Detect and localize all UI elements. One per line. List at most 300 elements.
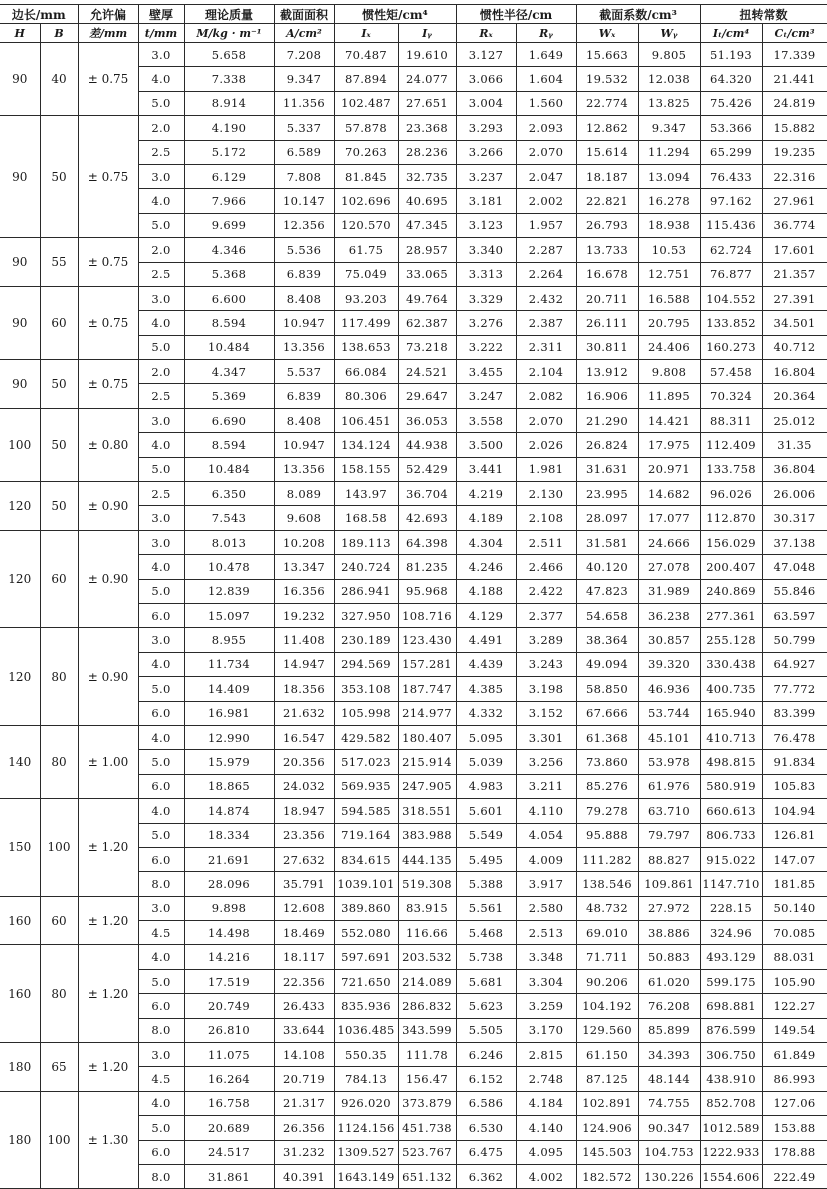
cell-wx: 23.995 <box>576 482 638 506</box>
table-header <box>0 5 827 43</box>
cell-t: 6.0 <box>138 774 184 798</box>
group-b: 40 <box>40 43 78 116</box>
cell-mass: 15.097 <box>184 603 274 627</box>
cell-mass: 7.543 <box>184 506 274 530</box>
cell-mass: 7.338 <box>184 67 274 91</box>
cell-rx: 3.123 <box>456 213 516 237</box>
cell-wy: 61.020 <box>638 969 700 993</box>
cell-area: 18.947 <box>274 799 334 823</box>
cell-ix: 66.084 <box>334 360 398 384</box>
cell-t: 5.0 <box>138 969 184 993</box>
cell-iy: 83.915 <box>398 896 456 920</box>
cell-ry: 2.026 <box>516 433 576 457</box>
cell-it: 306.750 <box>700 1043 762 1067</box>
cell-wy: 12.038 <box>638 67 700 91</box>
group-b: 60 <box>40 286 78 359</box>
cell-area: 11.356 <box>274 91 334 115</box>
cell-ry: 3.304 <box>516 969 576 993</box>
header-section-area: 截面面积 <box>274 5 334 24</box>
cell-ix: 1643.149 <box>334 1164 398 1188</box>
cell-area: 24.032 <box>274 774 334 798</box>
cell-t: 5.0 <box>138 823 184 847</box>
cell-ry: 2.466 <box>516 555 576 579</box>
cell-t: 2.5 <box>138 482 184 506</box>
cell-wx: 21.290 <box>576 408 638 432</box>
cell-iy: 215.914 <box>398 750 456 774</box>
cell-ry: 4.054 <box>516 823 576 847</box>
header-torsion-constant: 扭转常数 <box>700 5 827 24</box>
cell-rx: 3.293 <box>456 116 516 140</box>
cell-mass: 8.013 <box>184 530 274 554</box>
cell-ix: 158.155 <box>334 457 398 481</box>
cell-t: 4.5 <box>138 921 184 945</box>
cell-ct: 22.316 <box>762 164 827 188</box>
cell-iy: 519.308 <box>398 872 456 896</box>
table-row <box>0 43 827 67</box>
cell-t: 4.0 <box>138 555 184 579</box>
cell-ct: 55.846 <box>762 579 827 603</box>
group-h: 180 <box>0 1043 40 1092</box>
cell-rx: 5.095 <box>456 725 516 749</box>
cell-wx: 22.821 <box>576 189 638 213</box>
cell-wy: 16.278 <box>638 189 700 213</box>
cell-wy: 27.078 <box>638 555 700 579</box>
cell-ix: 1039.101 <box>334 872 398 896</box>
cell-wx: 73.860 <box>576 750 638 774</box>
cell-rx: 5.388 <box>456 872 516 896</box>
cell-ix: 105.998 <box>334 701 398 725</box>
cell-ct: 40.712 <box>762 335 827 359</box>
cell-t: 5.0 <box>138 335 184 359</box>
cell-area: 6.839 <box>274 262 334 286</box>
cell-mass: 14.874 <box>184 799 274 823</box>
cell-area: 26.433 <box>274 994 334 1018</box>
cell-ry: 3.243 <box>516 652 576 676</box>
cell-area: 9.347 <box>274 67 334 91</box>
cell-wy: 76.208 <box>638 994 700 1018</box>
cell-ct: 83.399 <box>762 701 827 725</box>
group-b: 60 <box>40 896 78 945</box>
cell-rx: 4.304 <box>456 530 516 554</box>
cell-ct: 70.085 <box>762 921 827 945</box>
header-mass-unit: M/kg · m⁻¹ <box>184 24 274 43</box>
cell-ix: 353.108 <box>334 677 398 701</box>
cell-wy: 14.421 <box>638 408 700 432</box>
cell-wy: 16.588 <box>638 286 700 310</box>
cell-t: 4.0 <box>138 67 184 91</box>
cell-t: 4.0 <box>138 799 184 823</box>
cell-ry: 3.211 <box>516 774 576 798</box>
cell-wx: 38.364 <box>576 628 638 652</box>
cell-t: 8.0 <box>138 1018 184 1042</box>
cell-iy: 28.957 <box>398 238 456 262</box>
cell-iy: 52.429 <box>398 457 456 481</box>
cell-rx: 6.586 <box>456 1091 516 1115</box>
group-tolerance: ± 0.75 <box>78 238 138 287</box>
cell-t: 4.0 <box>138 433 184 457</box>
cell-ct: 17.601 <box>762 238 827 262</box>
cell-rx: 3.004 <box>456 91 516 115</box>
cell-iy: 27.651 <box>398 91 456 115</box>
cell-it: 156.029 <box>700 530 762 554</box>
cell-wx: 19.532 <box>576 67 638 91</box>
cell-wx: 111.282 <box>576 847 638 871</box>
cell-area: 5.536 <box>274 238 334 262</box>
cell-it: 228.15 <box>700 896 762 920</box>
cell-iy: 36.053 <box>398 408 456 432</box>
cell-ry: 2.815 <box>516 1043 576 1067</box>
cell-ry: 3.256 <box>516 750 576 774</box>
cell-wy: 63.710 <box>638 799 700 823</box>
cell-ct: 37.138 <box>762 530 827 554</box>
cell-wx: 16.678 <box>576 262 638 286</box>
cell-mass: 12.839 <box>184 579 274 603</box>
cell-iy: 19.610 <box>398 43 456 67</box>
cell-wx: 104.192 <box>576 994 638 1018</box>
cell-rx: 6.530 <box>456 1116 516 1140</box>
cell-rx: 5.601 <box>456 799 516 823</box>
cell-it: 53.366 <box>700 116 762 140</box>
cell-ix: 138.653 <box>334 335 398 359</box>
cell-rx: 3.455 <box>456 360 516 384</box>
cell-rx: 4.189 <box>456 506 516 530</box>
group-b: 80 <box>40 628 78 726</box>
cell-area: 18.117 <box>274 945 334 969</box>
cell-it: 75.426 <box>700 91 762 115</box>
cell-wx: 54.658 <box>576 603 638 627</box>
cell-ct: 105.90 <box>762 969 827 993</box>
cell-area: 40.391 <box>274 1164 334 1188</box>
cell-it: 133.758 <box>700 457 762 481</box>
cell-iy: 95.968 <box>398 579 456 603</box>
cell-wx: 61.150 <box>576 1043 638 1067</box>
table-row <box>0 725 827 749</box>
cell-iy: 108.716 <box>398 603 456 627</box>
group-tolerance: ± 0.80 <box>78 408 138 481</box>
cell-iy: 44.938 <box>398 433 456 457</box>
cell-it: 112.409 <box>700 433 762 457</box>
cell-iy: 286.832 <box>398 994 456 1018</box>
cell-ct: 178.88 <box>762 1140 827 1164</box>
cell-t: 4.0 <box>138 1091 184 1115</box>
header-iy: Iᵧ <box>398 24 456 43</box>
cell-mass: 20.689 <box>184 1116 274 1140</box>
cell-it: 255.128 <box>700 628 762 652</box>
cell-mass: 11.075 <box>184 1043 274 1067</box>
cell-it: 915.022 <box>700 847 762 871</box>
header-moment-of-inertia: 惯性矩/cm⁴ <box>334 5 456 24</box>
cell-area: 31.232 <box>274 1140 334 1164</box>
group-b: 60 <box>40 530 78 628</box>
cell-it: 62.724 <box>700 238 762 262</box>
cell-iy: 62.387 <box>398 311 456 335</box>
cell-ry: 2.377 <box>516 603 576 627</box>
cell-it: 112.870 <box>700 506 762 530</box>
table-row <box>0 1043 827 1067</box>
cell-mass: 6.350 <box>184 482 274 506</box>
cell-wy: 11.895 <box>638 384 700 408</box>
cell-t: 5.0 <box>138 91 184 115</box>
group-tolerance: ± 0.75 <box>78 43 138 116</box>
cell-iy: 343.599 <box>398 1018 456 1042</box>
cell-wx: 26.824 <box>576 433 638 457</box>
cell-iy: 451.738 <box>398 1116 456 1140</box>
cell-mass: 18.334 <box>184 823 274 847</box>
cell-wx: 22.774 <box>576 91 638 115</box>
cell-area: 10.947 <box>274 311 334 335</box>
cell-area: 19.232 <box>274 603 334 627</box>
table-row <box>0 238 827 262</box>
header-h: H <box>0 24 40 43</box>
cell-iy: 383.988 <box>398 823 456 847</box>
cell-it: 1554.606 <box>700 1164 762 1188</box>
cell-ct: 222.49 <box>762 1164 827 1188</box>
cell-rx: 6.152 <box>456 1067 516 1091</box>
cell-wy: 109.861 <box>638 872 700 896</box>
cell-ry: 4.184 <box>516 1091 576 1115</box>
cell-ry: 2.070 <box>516 408 576 432</box>
cell-rx: 4.332 <box>456 701 516 725</box>
cell-ry: 2.511 <box>516 530 576 554</box>
cell-iy: 523.767 <box>398 1140 456 1164</box>
group-tolerance: ± 0.90 <box>78 628 138 726</box>
cell-mass: 31.861 <box>184 1164 274 1188</box>
cell-t: 2.5 <box>138 384 184 408</box>
cell-area: 10.208 <box>274 530 334 554</box>
table-row <box>0 799 827 823</box>
cell-ix: 294.569 <box>334 652 398 676</box>
cell-ct: 105.83 <box>762 774 827 798</box>
cell-ix: 87.894 <box>334 67 398 91</box>
cell-iy: 36.704 <box>398 482 456 506</box>
cell-it: 806.733 <box>700 823 762 847</box>
cell-ry: 3.301 <box>516 725 576 749</box>
group-tolerance: ± 1.00 <box>78 725 138 798</box>
cell-mass: 11.734 <box>184 652 274 676</box>
cell-ct: 64.927 <box>762 652 827 676</box>
cell-area: 14.108 <box>274 1043 334 1067</box>
cell-wx: 145.503 <box>576 1140 638 1164</box>
cell-t: 5.0 <box>138 579 184 603</box>
cell-ct: 61.849 <box>762 1043 827 1067</box>
cell-area: 12.608 <box>274 896 334 920</box>
cell-wx: 28.097 <box>576 506 638 530</box>
cell-ct: 104.94 <box>762 799 827 823</box>
cell-area: 10.147 <box>274 189 334 213</box>
cell-ct: 126.81 <box>762 823 827 847</box>
cell-area: 23.356 <box>274 823 334 847</box>
cell-it: 400.735 <box>700 677 762 701</box>
group-h: 160 <box>0 896 40 945</box>
cell-ct: 21.357 <box>762 262 827 286</box>
cell-ct: 50.140 <box>762 896 827 920</box>
cell-ix: 81.845 <box>334 164 398 188</box>
cell-ry: 2.580 <box>516 896 576 920</box>
cell-it: 104.552 <box>700 286 762 310</box>
table-row <box>0 482 827 506</box>
cell-t: 2.0 <box>138 360 184 384</box>
cell-mass: 26.810 <box>184 1018 274 1042</box>
cell-mass: 20.749 <box>184 994 274 1018</box>
cell-iy: 24.521 <box>398 360 456 384</box>
header-row-sub <box>0 24 827 43</box>
cell-wy: 11.294 <box>638 140 700 164</box>
cell-wy: 24.406 <box>638 335 700 359</box>
group-b: 50 <box>40 116 78 238</box>
cell-wy: 38.886 <box>638 921 700 945</box>
cell-t: 6.0 <box>138 847 184 871</box>
cell-t: 8.0 <box>138 872 184 896</box>
cell-it: 498.815 <box>700 750 762 774</box>
cell-t: 4.0 <box>138 189 184 213</box>
table-row <box>0 116 827 140</box>
cell-iy: 373.879 <box>398 1091 456 1115</box>
cell-wy: 104.753 <box>638 1140 700 1164</box>
cell-iy: 47.345 <box>398 213 456 237</box>
header-t-unit: t/mm <box>138 24 184 43</box>
group-tolerance: ± 0.90 <box>78 530 138 628</box>
cell-wx: 31.581 <box>576 530 638 554</box>
cell-ry: 4.009 <box>516 847 576 871</box>
cell-wx: 12.862 <box>576 116 638 140</box>
header-tolerance-unit: 差/mm <box>78 24 138 43</box>
cell-rx: 4.491 <box>456 628 516 652</box>
group-h: 90 <box>0 116 40 238</box>
group-b: 65 <box>40 1043 78 1092</box>
cell-area: 5.337 <box>274 116 334 140</box>
cell-t: 8.0 <box>138 1164 184 1188</box>
cell-wy: 13.825 <box>638 91 700 115</box>
cell-ry: 2.002 <box>516 189 576 213</box>
cell-ct: 16.804 <box>762 360 827 384</box>
cell-mass: 14.409 <box>184 677 274 701</box>
header-b: B <box>40 24 78 43</box>
cell-ct: 36.774 <box>762 213 827 237</box>
cell-rx: 6.362 <box>456 1164 516 1188</box>
cell-wy: 48.144 <box>638 1067 700 1091</box>
table-row <box>0 286 827 310</box>
cell-ct: 149.54 <box>762 1018 827 1042</box>
cell-wy: 30.857 <box>638 628 700 652</box>
group-h: 90 <box>0 286 40 359</box>
cell-ct: 88.031 <box>762 945 827 969</box>
cell-it: 240.869 <box>700 579 762 603</box>
cell-area: 21.317 <box>274 1091 334 1115</box>
cell-ix: 240.724 <box>334 555 398 579</box>
cell-wy: 45.101 <box>638 725 700 749</box>
cell-iy: 33.065 <box>398 262 456 286</box>
cell-t: 3.0 <box>138 43 184 67</box>
cell-ix: 569.935 <box>334 774 398 798</box>
cell-ix: 389.860 <box>334 896 398 920</box>
cell-iy: 157.281 <box>398 652 456 676</box>
cell-ct: 181.85 <box>762 872 827 896</box>
cell-ry: 2.104 <box>516 360 576 384</box>
cell-area: 8.408 <box>274 286 334 310</box>
cell-wx: 85.276 <box>576 774 638 798</box>
cell-it: 133.852 <box>700 311 762 335</box>
cell-rx: 5.681 <box>456 969 516 993</box>
cell-ix: 70.487 <box>334 43 398 67</box>
cell-mass: 5.369 <box>184 384 274 408</box>
cell-iy: 156.47 <box>398 1067 456 1091</box>
cell-wy: 36.238 <box>638 603 700 627</box>
cell-ix: 143.97 <box>334 482 398 506</box>
cell-rx: 4.219 <box>456 482 516 506</box>
cell-rx: 3.500 <box>456 433 516 457</box>
cell-rx: 4.129 <box>456 603 516 627</box>
group-b: 50 <box>40 408 78 481</box>
cell-area: 14.947 <box>274 652 334 676</box>
cell-mass: 8.914 <box>184 91 274 115</box>
cell-area: 6.839 <box>274 384 334 408</box>
cell-ct: 147.07 <box>762 847 827 871</box>
cell-it: 277.361 <box>700 603 762 627</box>
group-tolerance: ± 1.20 <box>78 1043 138 1092</box>
cell-ry: 2.070 <box>516 140 576 164</box>
group-tolerance: ± 0.75 <box>78 286 138 359</box>
cell-wx: 47.823 <box>576 579 638 603</box>
group-h: 140 <box>0 725 40 798</box>
cell-wx: 58.850 <box>576 677 638 701</box>
cell-wx: 49.094 <box>576 652 638 676</box>
cell-it: 76.433 <box>700 164 762 188</box>
cell-wx: 26.111 <box>576 311 638 335</box>
cell-wy: 85.899 <box>638 1018 700 1042</box>
cell-ry: 1.560 <box>516 91 576 115</box>
cell-mass: 5.368 <box>184 262 274 286</box>
cell-mass: 7.966 <box>184 189 274 213</box>
cell-mass: 10.478 <box>184 555 274 579</box>
group-b: 50 <box>40 360 78 409</box>
cell-mass: 9.898 <box>184 896 274 920</box>
cell-ry: 3.198 <box>516 677 576 701</box>
cell-iy: 214.977 <box>398 701 456 725</box>
cell-iy: 32.735 <box>398 164 456 188</box>
cell-ry: 3.152 <box>516 701 576 725</box>
cell-it: 1012.589 <box>700 1116 762 1140</box>
cell-ry: 2.108 <box>516 506 576 530</box>
cell-wy: 90.347 <box>638 1116 700 1140</box>
cell-ix: 1036.485 <box>334 1018 398 1042</box>
cell-area: 33.644 <box>274 1018 334 1042</box>
cell-wy: 24.666 <box>638 530 700 554</box>
cell-ry: 1.957 <box>516 213 576 237</box>
cell-wy: 9.347 <box>638 116 700 140</box>
cell-mass: 24.517 <box>184 1140 274 1164</box>
cell-rx: 3.276 <box>456 311 516 335</box>
table-row <box>0 530 827 554</box>
cell-area: 22.356 <box>274 969 334 993</box>
cell-wx: 138.546 <box>576 872 638 896</box>
cell-t: 2.0 <box>138 238 184 262</box>
cell-it: 324.96 <box>700 921 762 945</box>
section-properties-table <box>0 4 827 1189</box>
cell-t: 5.0 <box>138 750 184 774</box>
cell-it: 165.940 <box>700 701 762 725</box>
cell-area: 8.408 <box>274 408 334 432</box>
cell-mass: 8.594 <box>184 433 274 457</box>
cell-ry: 4.140 <box>516 1116 576 1140</box>
table-row <box>0 408 827 432</box>
cell-mass: 21.691 <box>184 847 274 871</box>
cell-area: 16.356 <box>274 579 334 603</box>
cell-wy: 13.094 <box>638 164 700 188</box>
cell-rx: 3.313 <box>456 262 516 286</box>
cell-ix: 230.189 <box>334 628 398 652</box>
cell-t: 3.0 <box>138 896 184 920</box>
cell-wx: 95.888 <box>576 823 638 847</box>
